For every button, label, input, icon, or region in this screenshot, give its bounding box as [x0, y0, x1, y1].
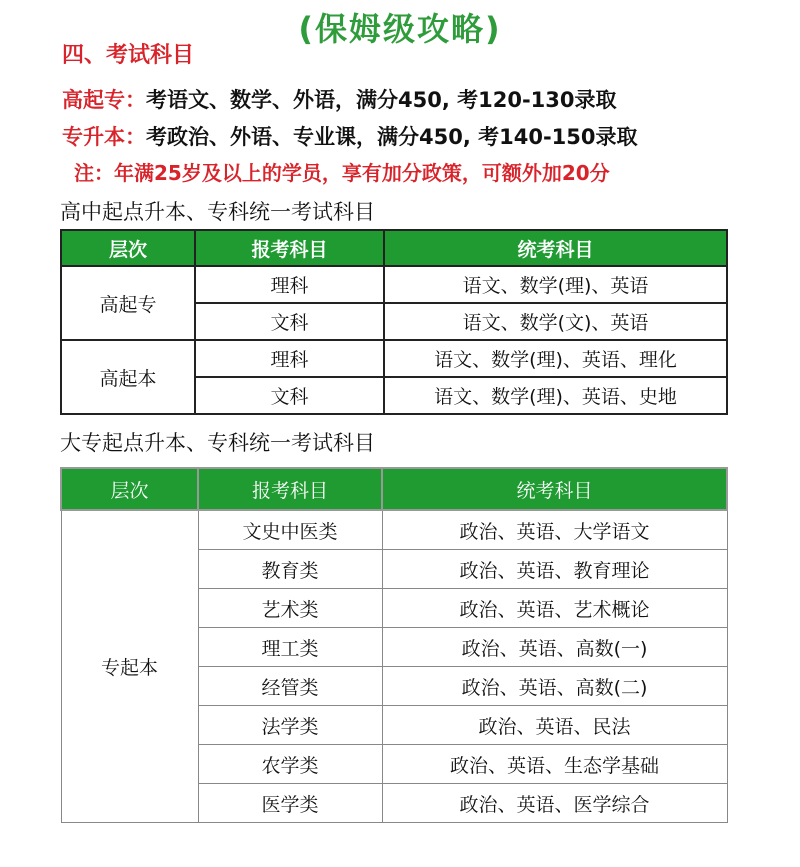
exam-cell: 政治、英语、高数(二): [382, 667, 727, 706]
college-exam-table: [60, 467, 728, 823]
subject-cell: 理科: [195, 266, 384, 303]
table-header-row: [61, 230, 727, 266]
exam-cell: 政治、英语、民法: [382, 706, 727, 745]
exam-cell: 政治、英语、教育理论: [382, 550, 727, 589]
subject-cell: 医学类: [198, 784, 382, 823]
header-level: 层次: [61, 230, 195, 266]
info-line-zhuanshengben: [62, 121, 638, 151]
subject-cell: 经管类: [198, 667, 382, 706]
info-line-tag: 高起专：: [62, 88, 146, 112]
section-title: 四、考试科目: [62, 43, 195, 68]
header-exam: 统考科目: [384, 230, 727, 266]
subject-cell: 法学类: [198, 706, 382, 745]
header-level: 层次: [61, 468, 198, 510]
table-row: [61, 266, 727, 303]
subject-cell: 理科: [195, 340, 384, 377]
info-line-text: 考政治、外语、专业课，满分450, 考140-150录取: [146, 125, 638, 149]
level-cell: 专起本: [61, 510, 198, 823]
table-header-row: [61, 468, 727, 510]
exam-cell: 语文、数学(理)、英语: [384, 266, 727, 303]
bonus-note: 注：年满25岁及以上的学员，享有加分政策，可额外加20分: [74, 161, 610, 185]
header-subject: 报考科目: [195, 230, 384, 266]
exam-cell: 语文、数学(理)、英语、史地: [384, 377, 727, 414]
subject-cell: 农学类: [198, 745, 382, 784]
table1-caption: 高中起点升本、专科统一考试科目: [60, 200, 375, 224]
level-cell: 高起专: [61, 266, 195, 340]
info-line-gaoqizhuan: [62, 84, 617, 114]
table2-caption: 大专起点升本、专科统一考试科目: [60, 431, 375, 455]
subject-cell: 教育类: [198, 550, 382, 589]
subject-cell: 艺术类: [198, 589, 382, 628]
info-line-text: 考语文、数学、外语，满分450, 考120-130录取: [146, 88, 617, 112]
exam-cell: 政治、英语、高数(一): [382, 628, 727, 667]
table-row: [61, 340, 727, 377]
subject-cell: 文科: [195, 377, 384, 414]
exam-cell: 政治、英语、医学综合: [382, 784, 727, 823]
exam-cell: 语文、数学(理)、英语、理化: [384, 340, 727, 377]
subject-cell: 文史中医类: [198, 510, 382, 550]
exam-cell: 政治、英语、生态学基础: [382, 745, 727, 784]
subject-cell: 理工类: [198, 628, 382, 667]
level-cell: 高起本: [61, 340, 195, 414]
table-row: [61, 510, 727, 550]
header-exam: 统考科目: [382, 468, 727, 510]
exam-cell: 政治、英语、大学语文: [382, 510, 727, 550]
header-subject: 报考科目: [198, 468, 382, 510]
subject-cell: 文科: [195, 303, 384, 340]
exam-cell: 政治、英语、艺术概论: [382, 589, 727, 628]
exam-cell: 语文、数学(文)、英语: [384, 303, 727, 340]
page-headline: (保姆级攻略): [298, 10, 502, 48]
info-line-tag: 专升本：: [62, 125, 146, 149]
high-school-exam-table: [60, 229, 728, 415]
